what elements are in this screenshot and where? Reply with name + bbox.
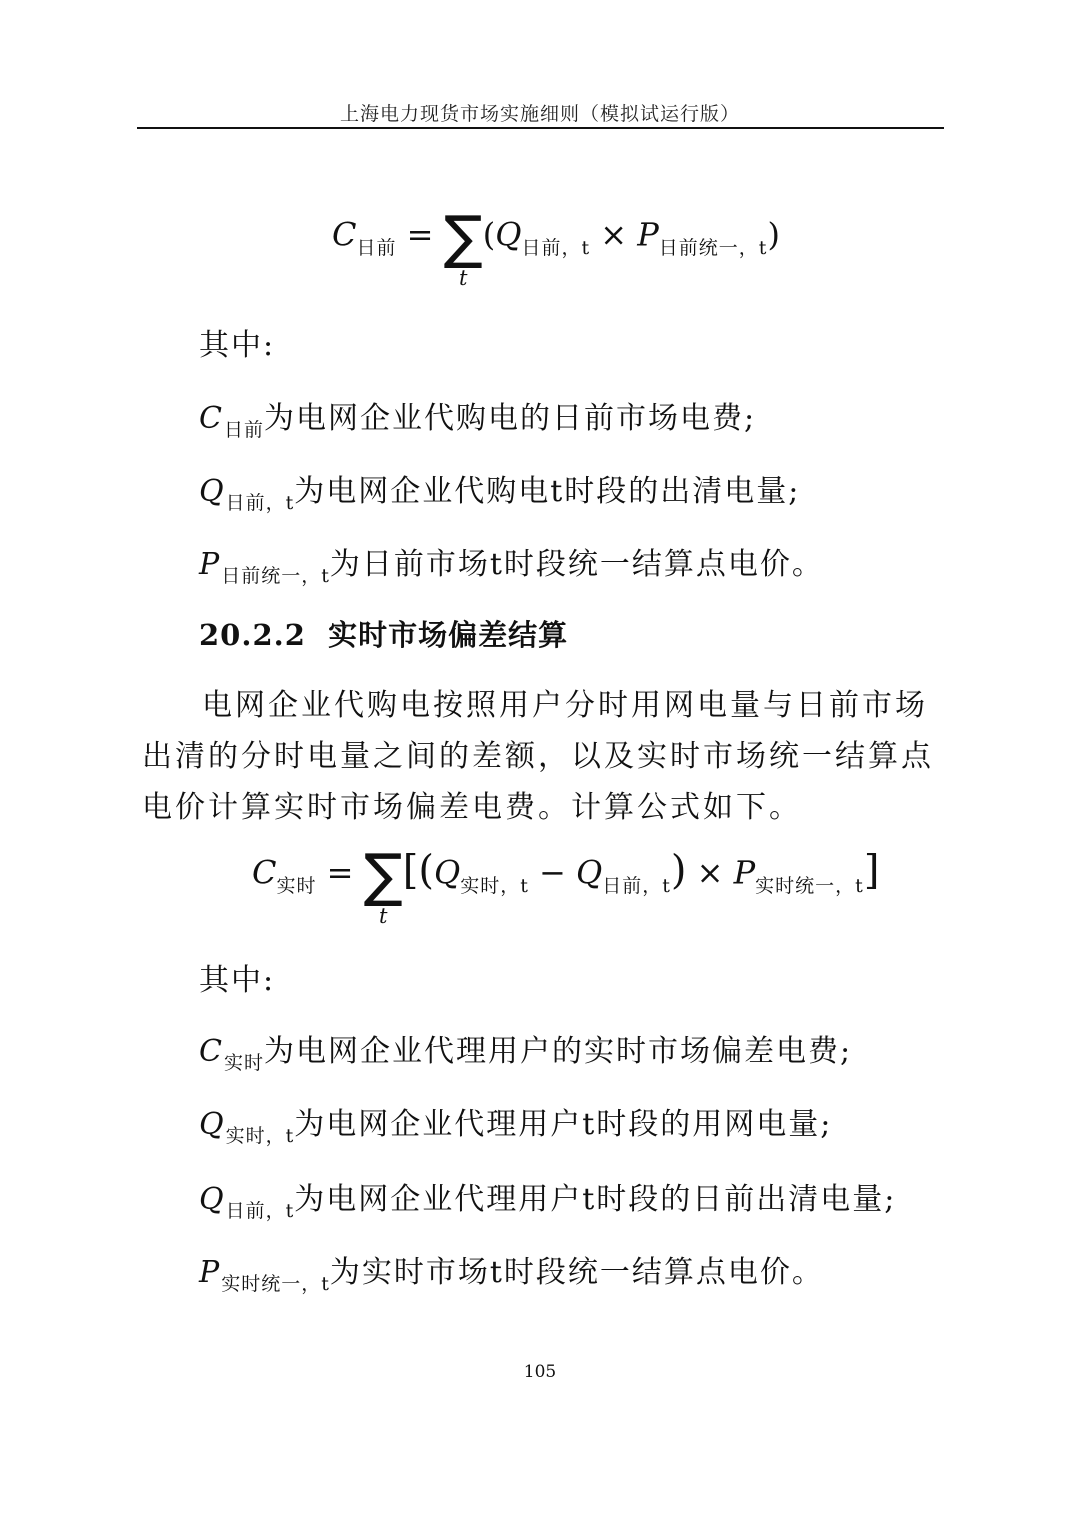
definition-line bbox=[199, 466, 801, 514]
formula-subscript: 日前统一，t bbox=[658, 236, 768, 259]
summation bbox=[363, 841, 403, 928]
section-heading bbox=[199, 613, 568, 654]
definition-text: 为电网企业代购电t时段的出清电量; bbox=[294, 474, 801, 509]
minus-sign: − bbox=[539, 853, 566, 892]
definition-subscript: 日前 bbox=[223, 419, 264, 441]
formula-day-ahead bbox=[332, 203, 780, 290]
definition-subscript: 日前，t bbox=[225, 1200, 295, 1222]
formula-var: C bbox=[332, 215, 357, 254]
sigma-symbol: ∑ bbox=[363, 841, 403, 909]
definition-var: C bbox=[199, 1034, 224, 1069]
section-title: 实时市场偏差结算 bbox=[328, 618, 569, 652]
summation bbox=[443, 203, 483, 290]
formula-subscript: 实时 bbox=[276, 874, 317, 897]
definition-line bbox=[199, 539, 824, 587]
running-header: 上海电力现货市场实施细则（模拟试运行版） bbox=[339, 103, 740, 125]
definition-subscript: 实时 bbox=[223, 1052, 264, 1074]
definition-subscript: 实时统一，t bbox=[221, 1273, 330, 1295]
definition-text: 为电网企业代理用户t时段的用网电量; bbox=[294, 1107, 833, 1142]
body-paragraph: 电网企业代购电按照用户分时用网电量与日前市场出清的分时电量之间的差额，以及实时市场统一结算点电价计算实时市场偏差电费。计算公式如下。 bbox=[142, 688, 934, 825]
sigma-symbol: ∑ bbox=[443, 203, 483, 271]
definition-subscript: 日前统一，t bbox=[221, 565, 330, 587]
definition-subscript: 实时，t bbox=[225, 1125, 295, 1147]
where-label: 其中: bbox=[199, 328, 276, 363]
formula-var: P bbox=[733, 853, 756, 892]
formula-real-time bbox=[252, 841, 880, 928]
open-paren: ( bbox=[418, 847, 434, 894]
definition-text: 为日前市场t时段统一结算点电价。 bbox=[329, 547, 824, 582]
header-rule bbox=[137, 127, 944, 129]
summation-index: t bbox=[458, 266, 468, 290]
definition-line bbox=[199, 1099, 833, 1147]
formula-subscript: 日前 bbox=[356, 236, 397, 259]
definition-text: 为电网企业代理用户t时段的日前出清电量; bbox=[294, 1182, 897, 1217]
definition-var: P bbox=[199, 547, 222, 582]
definition-line bbox=[199, 393, 757, 441]
formula-var: C bbox=[252, 853, 277, 892]
definition-var: C bbox=[199, 401, 224, 436]
definition-line bbox=[199, 1247, 824, 1295]
times-sign: × bbox=[696, 853, 724, 892]
definition-text: 为实时市场t时段统一结算点电价。 bbox=[329, 1255, 824, 1290]
formula-subscript: 日前，t bbox=[602, 874, 671, 897]
close-paren: ) bbox=[767, 215, 780, 254]
section-number: 20.2.2 bbox=[199, 618, 306, 652]
definition-line bbox=[199, 1026, 853, 1074]
open-bracket: [ bbox=[402, 847, 419, 894]
definition-text: 为电网企业代理用户的实时市场偏差电费; bbox=[263, 1034, 853, 1069]
open-paren: ( bbox=[482, 215, 496, 254]
definition-var: Q bbox=[199, 1107, 226, 1142]
formula-var: P bbox=[637, 215, 659, 254]
formula-var: Q bbox=[576, 853, 603, 892]
formula-subscript: 实时，t bbox=[460, 874, 529, 897]
where-label: 其中: bbox=[199, 963, 276, 998]
formula-subscript: 日前，t bbox=[521, 236, 591, 259]
definition-text: 为电网企业代购电的日前市场电费; bbox=[263, 401, 757, 436]
close-paren: ) bbox=[670, 847, 687, 894]
definition-var: P bbox=[199, 1255, 222, 1290]
definition-var: Q bbox=[199, 474, 226, 509]
definition-subscript: 日前，t bbox=[225, 492, 295, 514]
equals-sign: = bbox=[326, 853, 354, 892]
formula-var: Q bbox=[495, 215, 522, 254]
formula-var: Q bbox=[433, 853, 461, 892]
equals-sign: = bbox=[406, 215, 434, 254]
page-number: 105 bbox=[523, 1362, 557, 1382]
formula-subscript: 实时统一，t bbox=[755, 874, 864, 897]
close-bracket: ] bbox=[863, 847, 880, 894]
summation-index: t bbox=[378, 904, 388, 928]
times-sign: × bbox=[600, 215, 628, 254]
definition-var: Q bbox=[199, 1182, 226, 1217]
definition-line bbox=[199, 1174, 897, 1222]
